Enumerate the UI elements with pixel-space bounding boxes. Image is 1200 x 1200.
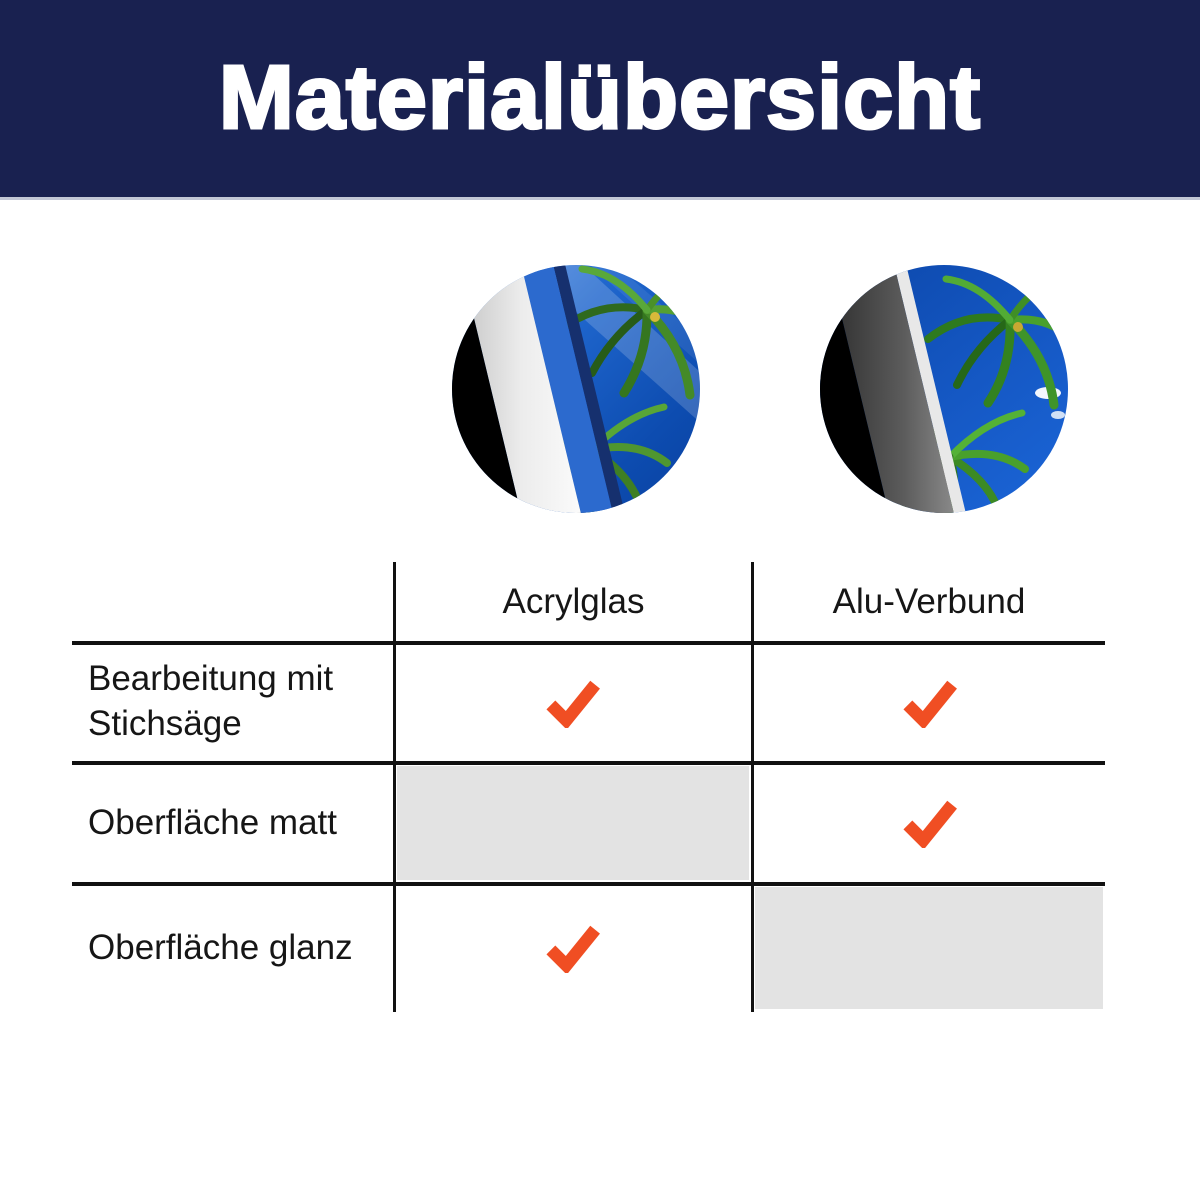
column-header-acrylglas: Acrylglas: [502, 582, 645, 621]
row-label-stichsaege: Bearbeitung mit Stichsäge: [88, 659, 334, 743]
acrylglas-edge-sample-photo: [452, 265, 700, 513]
row-label-glanz: Oberfläche glanz: [88, 928, 353, 967]
table-row-divider-1: [72, 641, 1105, 645]
cell-stichsaege-alu: [755, 646, 1104, 759]
check-icon: [544, 923, 602, 973]
row-label-matt: Oberfläche matt: [88, 803, 337, 842]
table-row-divider-3: [72, 882, 1105, 886]
check-icon: [544, 678, 602, 728]
cell-matt-alu: [755, 766, 1104, 880]
page-title: Materialübersicht: [218, 48, 982, 148]
alu-verbund-edge-sample-photo: [820, 265, 1068, 513]
cell-glanz-alu: [755, 887, 1103, 1009]
cell-glanz-acrylglas: [397, 887, 749, 1009]
cell-matt-acrylglas: [397, 766, 749, 880]
alu-verbund-sample-image: [820, 265, 1068, 513]
check-icon: [901, 678, 959, 728]
column-header-alu-verbund: Alu-Verbund: [832, 582, 1026, 621]
header-banner: [0, 0, 1200, 200]
table-row-divider-2: [72, 761, 1105, 765]
acrylglas-sample-image: [452, 265, 700, 513]
cell-stichsaege-acrylglas: [397, 646, 749, 759]
check-icon: [901, 798, 959, 848]
